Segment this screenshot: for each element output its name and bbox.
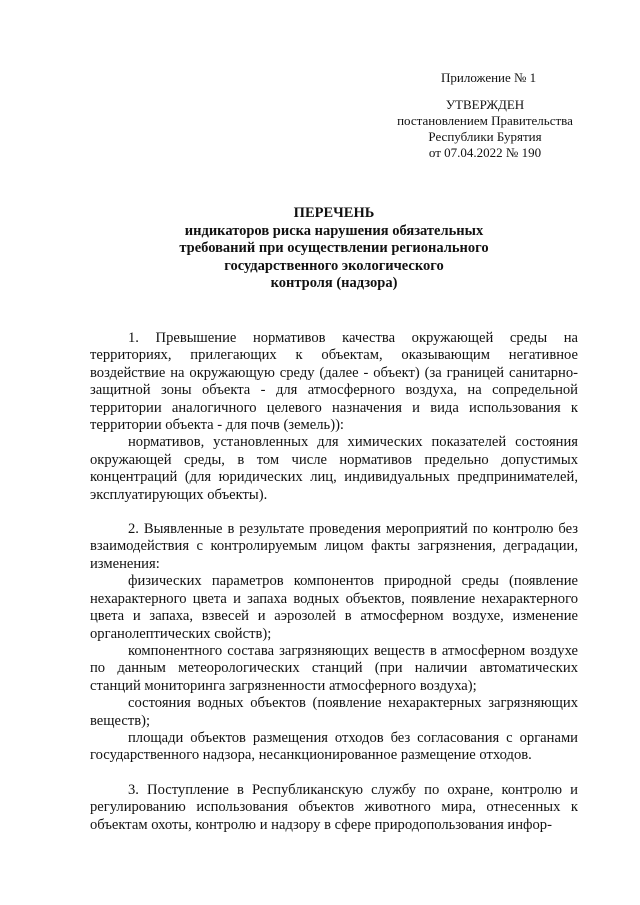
section-1-paragraph-2: нормативов, установленных для химических показателей состояния окружающей среды, в том числе нормативов предельно допустимых концентраций (для юридических лиц, индивидуальных предпринимателей, эксплуатирующих объекты).	[90, 434, 578, 503]
section-3-paragraph-1: 3. Поступление в Республиканскую службу по охране, контролю и регулированию использования объектов животного мира, отнесенных к объектам охоты, контролю и надзору в сфере природопользования инфор-	[90, 781, 578, 833]
title-line-4: государственного экологического	[224, 257, 444, 274]
approval-line-3: от 07.04.2022 № 190	[428, 145, 542, 160]
section-2-paragraph-4: состояния водных объектов (появление нехарактерных загрязняющих веществ);	[90, 695, 578, 729]
title-line-2: индикаторов риска нарушения обязательных	[184, 222, 484, 239]
appendix-label: Приложение № 1	[441, 70, 537, 85]
approval-line-1: постановлением Правительства	[397, 113, 573, 128]
section-2-paragraph-1: 2. Выявленные в результате проведения мероприятий по контролю без взаимодействия с контролируемым лицом факты загрязнения, деградации, изменения:	[90, 521, 578, 572]
section-2-paragraph-3: компонентного состава загрязняющих веществ в атмосферном воздухе по данным метеорологических станций (при наличии автоматических станций мониторинга загрязненности атмосферного воздуха);	[90, 642, 578, 694]
approval-line-2: Республики Бурятия	[428, 129, 542, 144]
approval-block	[380, 97, 590, 161]
section-spacer	[90, 765, 578, 782]
section-1-paragraph-1: 1. Превышение нормативов качества окружающей среды на территориях, прилегающих к объектам, оказывающим негативное воздействие на окружающую среду (далее - объект) (за границей санитарно-защитной зоны объекта - для атмосферного воздуха, на сопредельной территории аналогичного целевого назначения и вида использования к территории объекта - для почв (земель)):	[90, 330, 578, 434]
section-2-paragraph-5: площади объектов размещения отходов без согласования с органами государственного надзора, несанкционированное размещение отходов.	[90, 729, 578, 764]
title-line-3: требований при осуществлении регионального	[179, 240, 489, 257]
title-line-5: контроля (надзора)	[270, 275, 398, 292]
approval-status: УТВЕРЖДЕН	[445, 97, 525, 112]
document-body	[90, 330, 578, 834]
document-title	[100, 205, 568, 293]
title-line-1: ПЕРЕЧЕНЬ	[293, 205, 375, 221]
section-2-paragraph-2: физических параметров компонентов природной среды (появление нехарактерного цвета и запаха водных объектов, появление нехарактерного цвета и запаха, взвесей и аэрозолей в атмосферном воздухе, изменение органолептических свойств);	[90, 573, 578, 642]
section-spacer	[90, 504, 578, 521]
